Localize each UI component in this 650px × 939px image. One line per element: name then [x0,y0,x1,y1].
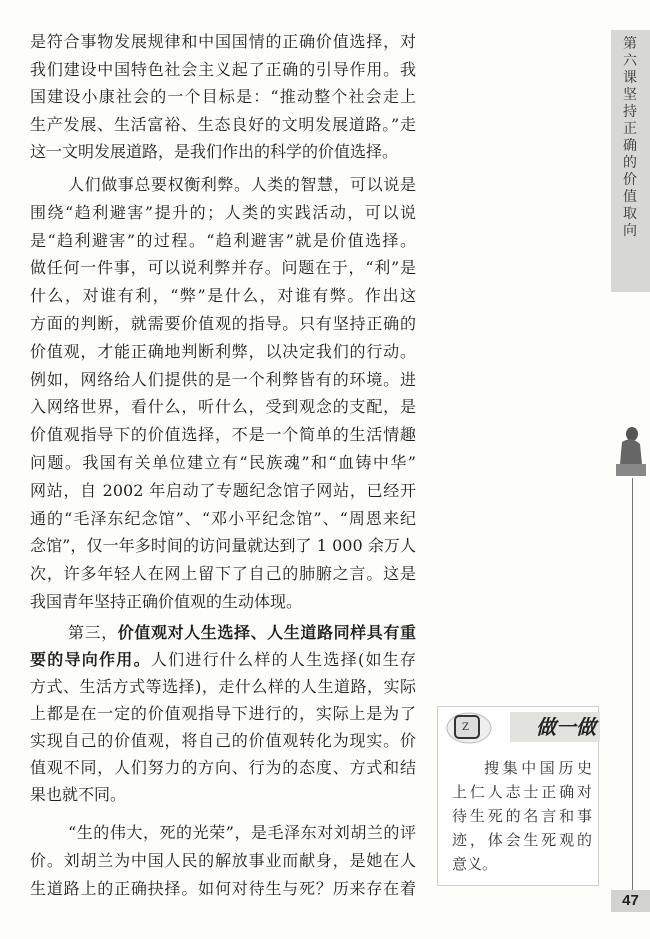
text-line: 实现自己的价值观，将自己的价值观转化为现实。价 [30,731,416,750]
activity-text-line: 上仁人志士正确对 [452,783,592,801]
activity-text-line: 待生死的名言和事 [452,807,592,825]
text-line: 是符合事物发展规律和中国国情的正确价值选择，对 [30,32,416,51]
svg-text:Z: Z [462,722,469,733]
margin-divider [632,478,633,890]
text-line: 国建设小康社会的一个目标是：“推动整个社会走上 [30,87,416,106]
text-line: 什么，对谁有利，“弊”是什么，对谁有弊。作出这 [30,286,416,306]
activity-title: 做一做 [510,712,600,742]
emphasis-text: 价值观对人生选择、人生道路同样具有重 [117,623,416,642]
text-line: 这一文明发展道路，是我们作出的科学的价值选择。 [30,142,399,161]
text-line: 果也就不同。 [30,785,127,804]
text-span: 人们进行什么样的人生选择(如生存 [150,650,416,669]
chapter-side-tab-label: 第六课 坚持正确的价值取向 [623,36,637,239]
text-line: 我国青年坚持正确价值观的生动体现。 [30,592,303,611]
text-line: 通的“毛泽东纪念馆”、“邓小平纪念馆”、“周恩来纪 [30,508,416,528]
text-line: 网站，自 2002 年启动了专题纪念馆子网站，已经开 [30,480,416,500]
text-line: 生道路上的正确抉择。如何对待生与死？历来存在着 [30,879,416,898]
emphasis-text: 要的导向作用。 [30,650,151,669]
text-line: 生产发展、生活富裕、生态良好的文明发展道路。”走 [30,114,416,134]
text-line: 方面的判断，就需要价值观的指导。只有坚持正确的 [30,314,416,333]
text-line: 我们建设中国特色社会主义起了正确的引导作用。我 [30,59,416,79]
text-line [30,648,416,672]
text-line: 围绕“趋利避害”提升的；人类的实践活动，可以说 [30,202,416,222]
text-line: 人们做事总要权衡利弊。人类的智慧，可以说是 [68,175,416,194]
text-span: 第三， [68,623,118,642]
text-line: 价值观指导下的价值选择，不是一个简单的生活情趣 [30,425,416,445]
text-line: “生的伟大，死的光荣”，是毛泽东对刘胡兰的评 [68,823,416,842]
text-line: 入网络世界，看什么，听什么，受到观念的支配，是 [30,397,416,417]
text-line: 次，许多年轻人在网上留下了自己的肺腑之言。这是 [30,564,416,584]
text-line: 价。刘胡兰为中国人民的解放事业而献身，是她在人 [30,851,416,870]
activity-text-line: 搜集中国历史 [484,759,592,777]
text-line: 例如，网络给人们提供的是一个利弊皆有的环境。进 [30,369,416,389]
text-line: 上都是在一定的价值观指导下进行的，实际上是为了 [30,704,416,723]
text-line: 念馆”，仅一年多时间的访问量就达到了 1 000 余万人 [30,536,416,556]
text-line: 是“趋利避害”的过程。“趋利避害”就是价值选择。 [30,230,416,250]
text-line: 做任何一件事，可以说利弊并存。问题在于，“利”是 [30,258,416,278]
text-line: 价值观，才能正确地判断利弊，以决定我们的行动。 [30,341,416,361]
text-line: 问题。我国有关单位建立有“民族魂”和“血铸中华” [30,453,416,472]
keyboard-key-icon [445,710,505,746]
page-number: 47 [611,890,650,912]
activity-text-line: 意义。 [452,855,498,873]
thinker-statue-icon [612,420,650,480]
text-line: 方式、生活方式等选择)，走什么样的人生道路，实际 [30,677,416,696]
text-line [68,621,416,645]
text-line: 值观不同，人们努力的方向、行为的态度、方式和结 [30,758,416,777]
activity-text-line: 迹，体会生死观的 [452,831,592,849]
